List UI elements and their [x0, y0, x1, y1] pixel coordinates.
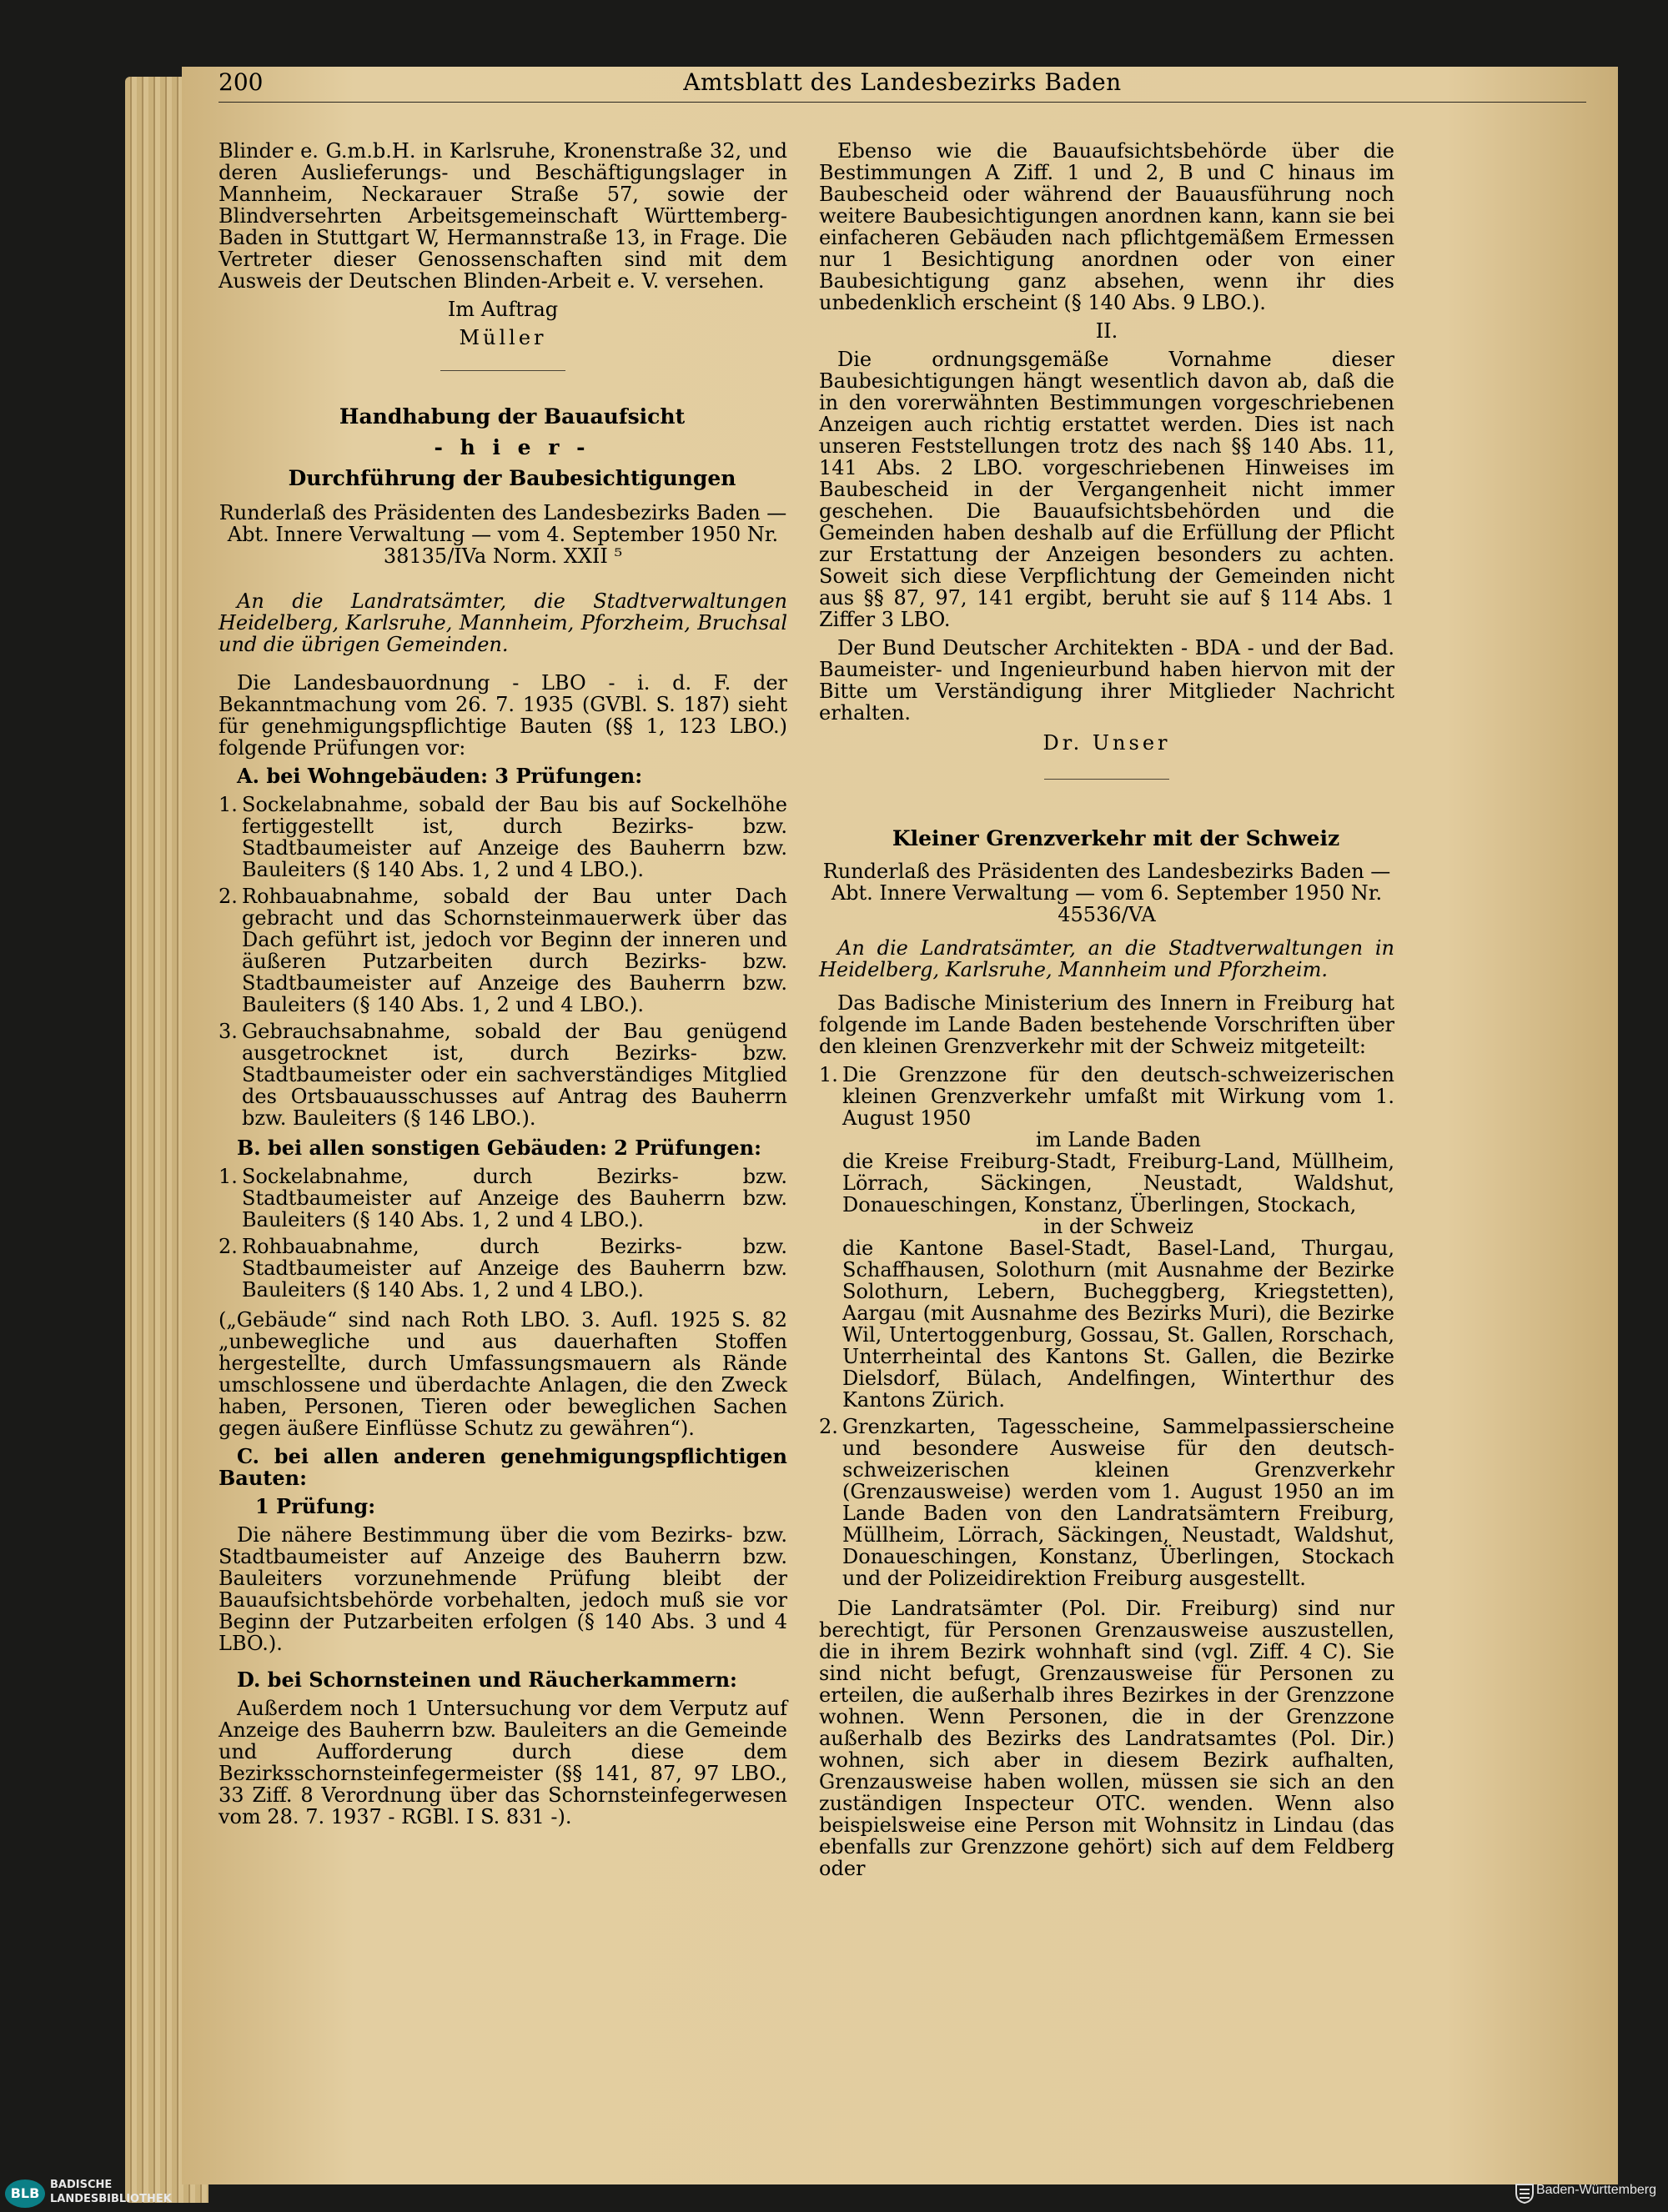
list-item: 2. Rohbauabnahme, sobald der Bau unter Dach gebracht und das Schornsteinmauerwerk über das Dach geführt ist, jedoch vor Beginn der inneren und äußeren Putzarbeiten durch Bezirks- bzw. Stadtbaumeister auf Anzeige des Bauherrn bzw. Bauleiters (§ 140 Abs. 1, 2 und 4 LBO.). — [219, 885, 787, 1016]
auftrag-line: Im Auftrag — [447, 298, 559, 321]
library-name: BADISCHE LANDESBIBLIOTHEK — [50, 2179, 172, 2205]
building-definition-note: („Gebäude“ sind nach Roth LBO. 3. Aufl. 1925 S. 82 „unbewegliche und aus dauerhaften Stoffen hergestellte, durch Umfassungsmauern als Rände umschlossene und überdachte Anlagen, die den Zweck haben, Personen, Tieren oder beweglichen Sachen gegen äußere Einflüsse Schutz zu gewähren“). — [219, 1308, 787, 1440]
viewer-footer — [0, 2174, 1668, 2212]
roman-numeral-ii: II. — [1095, 319, 1118, 343]
list-item: 1. Die Grenzzone für den deutsch-schweizerischen kleinen Grenzverkehr umfaßt mit Wirkung vom 1. August 1950 im Lande Baden die Kreise Freiburg-Stadt, Freiburg-Land, Müllheim, Lörrach, Säckingen, Neustadt, Waldshut, Donaueschingen, Konstanz, Überlingen, Stockach, in der Schweiz die Kantone Basel-Stadt, Basel-Land, Thurgau, Schaffhausen, Solothurn (mit Ausnahme der Bezirke Solothurn, Lebern, Bucheggberg, Kriegstetten), Aargau (mit Ausnahme des Bezirks Muri), die Bezirke Wil, Untertoggenburg, Gossau, St. Gallen, Rorschach, Unterrheintal des Kantons St. Gallen, die Bezirke Dielsdorf, Bülach, Andelfingen, Winterthur des Kantons Zürich. — [819, 1063, 1394, 1412]
section-divider — [1044, 779, 1169, 780]
section-c-paragraph: Die nähere Bestimmung über die vom Bezirks- bzw. Stadtbaumeister auf Anzeige des Bauherrn bzw. Bauleiters vorzunehmende Prüfung bleibt der Bauaufsichtsbehörde vorbehalten, jedoch muß sie vor Beginn der Putzarbeiten erfolgen (§ 140 Abs. 3 und 4 LBO.). — [219, 1523, 787, 1655]
paragraph-ordnungsgemaess: Die ordnungsgemäße Vornahme dieser Baubesichtigungen hängt wesentlich davon ab, daß die in den vorerwähnten Bestimmungen vorgeschriebenen Anzeigen auch richtig erstattet werden. Dies ist nach unseren Feststellungen trotz des nach §§ 140 Abs. 11, 141 Abs. 2 LBO. vorgeschriebenen Hinweises im Baubescheid in der Vergangenheit nicht immer geschehen. Die Bauaufsichtsbehörden und die Gemeinden haben deshalb auf die Erfüllung der Pflicht zur Erstattung der Anzeigen besonders zu achten. Soweit sich diese Verpflichtung der Gemeinden nicht aus §§ 87, 97, 141 ergibt, beruht sie auf § 114 Abs. 1 Ziffer 3 LBO. — [819, 348, 1394, 631]
paragraph-ebenso: Ebenso wie die Bauaufsichtsbehörde über die Bestimmungen A Ziff. 1 und 2, B und C hinaus im Baubescheid oder während der Bauausführung noch weitere Baubesichtigungen anordnen kann, kann sie bei einfacheren Gebäuden nach pflichtgemäßem Ermessen nur 1 Besichtigung anordnen oder von einer Baubesichtigung ganz absehen, wenn ihr dies unbedenklich erscheint (§ 140 Abs. 9 LBO.). — [819, 139, 1394, 314]
intro-lbo: Die Landesbauordnung - LBO - i. d. F. der Bekanntmachung vom 26. 7. 1935 (GVBl. S. 187) sieht für genehmigungspflichtige Bauten (§§ 1, 123 LBO.) folgende Prüfungen vor: — [219, 671, 787, 760]
article-title-line2: - h i e r - — [434, 435, 590, 459]
right-column — [819, 140, 1394, 1886]
article-title-line1: Handhabung der Bauaufsicht — [339, 404, 686, 429]
section-b-list — [219, 1166, 787, 1301]
addressees: An die Landratsämter, die Stadtverwaltungen Heidelberg, Karlsruhe, Mannheim, Pforzheim, Bruchsal und die übrigen Gemeinden. — [219, 589, 787, 656]
section-a-heading: A. bei Wohngebäuden: 3 Prüfungen: — [237, 764, 643, 788]
page-number: 200 — [219, 68, 264, 96]
signer-unser: Dr. Unser — [1042, 731, 1171, 755]
section-b-heading: B. bei allen sonstigen Gebäuden: 2 Prüfungen: — [237, 1136, 761, 1160]
journal-title: Amtsblatt des Landesbezirks Baden — [683, 68, 1122, 96]
state-label: Baden-Württemberg — [1535, 2183, 1656, 2197]
paragraph-bda: Der Bund Deutscher Architekten - BDA - und der Bad. Baumeister- und Ingenieurbund haben hiervon mit der Bitte um Verständigung ihrer Mitglieder Nachricht erhalten. — [819, 636, 1394, 725]
section-divider — [440, 370, 565, 371]
left-column — [219, 140, 787, 1834]
intro-paragraph: Blinder e. G.m.b.H. in Karlsruhe, Kronenstraße 32, und deren Auslieferungs- und Beschäftigungslager in Mannheim, Neckarauer Straße 57, sowie der Blindversehrten Arbeitsgemeinschaft Württemberg-Baden in Stuttgart W, Hermannstraße 13, in Frage. Die Vertreter dieser Genossenschaften sind mit dem Ausweis der Deutschen Blinden-Arbeit e. V. versehen. — [219, 139, 787, 293]
signer-mueller: Müller — [459, 326, 547, 349]
coat-of-arms-icon — [1513, 2181, 1536, 2204]
addressees-2: An die Landratsämter, an die Stadtverwaltungen in Heidelberg, Karlsruhe, Mannheim und Pforzheim. — [819, 936, 1394, 981]
list-item: 1. Sockelabnahme, durch Bezirks- bzw. Stadtbaumeister auf Anzeige des Bauherrn bzw. Bauleiters (§ 140 Abs. 1, 2 und 4 LBO.). — [219, 1165, 787, 1231]
article-title-grenzverkehr: Kleiner Grenzverkehr mit der Schweiz — [892, 826, 1340, 850]
section-c-heading: C. bei allen anderen genehmigungspflichtigen Bauten: — [219, 1444, 787, 1490]
list-item: 1. Sockelabnahme, sobald der Bau bis auf Sockelhöhe fertiggestellt ist, durch Bezirks- bzw. Stadtbaumeister auf Anzeige des Bauherrn bzw. Bauleiters (§ 140 Abs. 1, 2 und 4 LBO.). — [219, 793, 787, 881]
section-a-list — [219, 794, 787, 1129]
region-heading-baden: im Lande Baden — [1036, 1128, 1201, 1151]
region-list-baden: die Kreise Freiburg-Stadt, Freiburg-Land, Müllheim, Lörrach, Säckingen, Neustadt, Waldshut, Donaueschingen, Konstanz, Überlingen, Stockach, — [842, 1150, 1394, 1216]
region-heading-schweiz: in der Schweiz — [1043, 1215, 1193, 1238]
paragraph-ministerium: Das Badische Ministerium des Innern in Freiburg hat folgende im Lande Baden bestehende Vorschriften über den kleinen Grenzverkehr mit der Schweiz mitgeteilt: — [819, 991, 1394, 1058]
decree-reference-2: Runderlaß des Präsidenten des Landesbezirks Baden — Abt. Innere Verwaltung — vom 6. September 1950 Nr. 45536/VA — [822, 860, 1391, 926]
list-item: 2. Grenzkarten, Tagesscheine, Sammelpassierscheine und besondere Ausweise für den deutsch-schweizerischen kleinen Grenzverkehr (Grenzausweise) werden vom 1. August 1950 an im Lande Baden von den Landratsämtern Freiburg, Müllheim, Lörrach, Säckingen, Neustadt, Waldshut, Donaueschingen, Konstanz, Überlingen, Stockach und der Polizeidirektion Freiburg ausgestellt. — [819, 1415, 1394, 1590]
list-item: 3. Gebrauchsabnahme, sobald der Bau genügend ausgetrocknet ist, durch Bezirks- bzw. Stadtbaumeister oder ein sachverständiges Mitglied des Ortsbauausschusses auf Antrag des Bauherrn bzw. Bauleiters (§ 146 LBO.). — [219, 1020, 787, 1130]
decree-reference: Runderlaß des Präsidenten des Landesbezirks Baden — Abt. Innere Verwaltung — vom 4. September 1950 Nr. 38135/IVa Norm. XXII ⁵ — [219, 501, 787, 568]
paragraph-landratsaemter: Die Landratsämter (Pol. Dir. Freiburg) sind nur berechtigt, für Personen Grenzausweise auszustellen, die in ihrem Bezirk wohnhaft sind (vgl. Ziff. 4 C). Sie sind nicht befugt, Grenzausweise für Personen zu erteilen, die außerhalb ihres Bezirkes in der Grenzzone wohnen. Wenn Personen, die in der Grenzzone außerhalb des Bezirks des Landratsamtes (Pol. Dir.) wohnen, sich aber in diesem Bezirk aufhalten, Grenzausweise haben wollen, müssen sie sich an den zuständigen Inspecteur OTC. wenden. Wenn also beispielsweise eine Person mit Wohnsitz in Lindau (das ebenfalls zur Grenzzone gehört) sich auf dem Feldberg oder — [819, 1597, 1394, 1880]
blb-logo: BLB — [5, 2179, 45, 2208]
section-c-subheading: 1 Prüfung: — [255, 1494, 376, 1518]
section-d-heading: D. bei Schornsteinen und Räucherkammern: — [237, 1668, 737, 1692]
grenzverkehr-list — [819, 1064, 1394, 1589]
list-item: 2. Rohbauabnahme, durch Bezirks- bzw. Stadtbaumeister auf Anzeige des Bauherrn bzw. Bauleiters (§ 140 Abs. 1, 2 und 4 LBO.). — [219, 1235, 787, 1302]
region-list-schweiz: die Kantone Basel-Stadt, Basel-Land, Thurgau, Schaffhausen, Solothurn (mit Ausnahme der Bezirke Solothurn, Lebern, Bucheggberg, Kriegstetten), Aargau (mit Ausnahme des Bezirks Muri), die Bezirke Wil, Untertoggenburg, Gossau, St. Gallen, Rorschach, Unterrheintal des Kantons St. Gallen, die Bezirke Dielsdorf, Bülach, Andelfingen, Winterthur des Kantons Zürich. — [842, 1236, 1394, 1412]
article-title-line3: Durchführung der Baubesichtigungen — [288, 466, 736, 490]
page-header — [219, 68, 1586, 103]
section-d-paragraph: Außerdem noch 1 Untersuchung vor dem Verputz auf Anzeige des Bauherrn bzw. Bauleiters an die Gemeinde und Aufforderung durch diese dem Bezirksschornsteinfegermeister (§§ 141, 87, 97 LBO., 33 Ziff. 8 Verordnung über das Schornsteinfegerwesen vom 28. 7. 1937 - RGBl. I S. 831 -). — [219, 1697, 787, 1828]
